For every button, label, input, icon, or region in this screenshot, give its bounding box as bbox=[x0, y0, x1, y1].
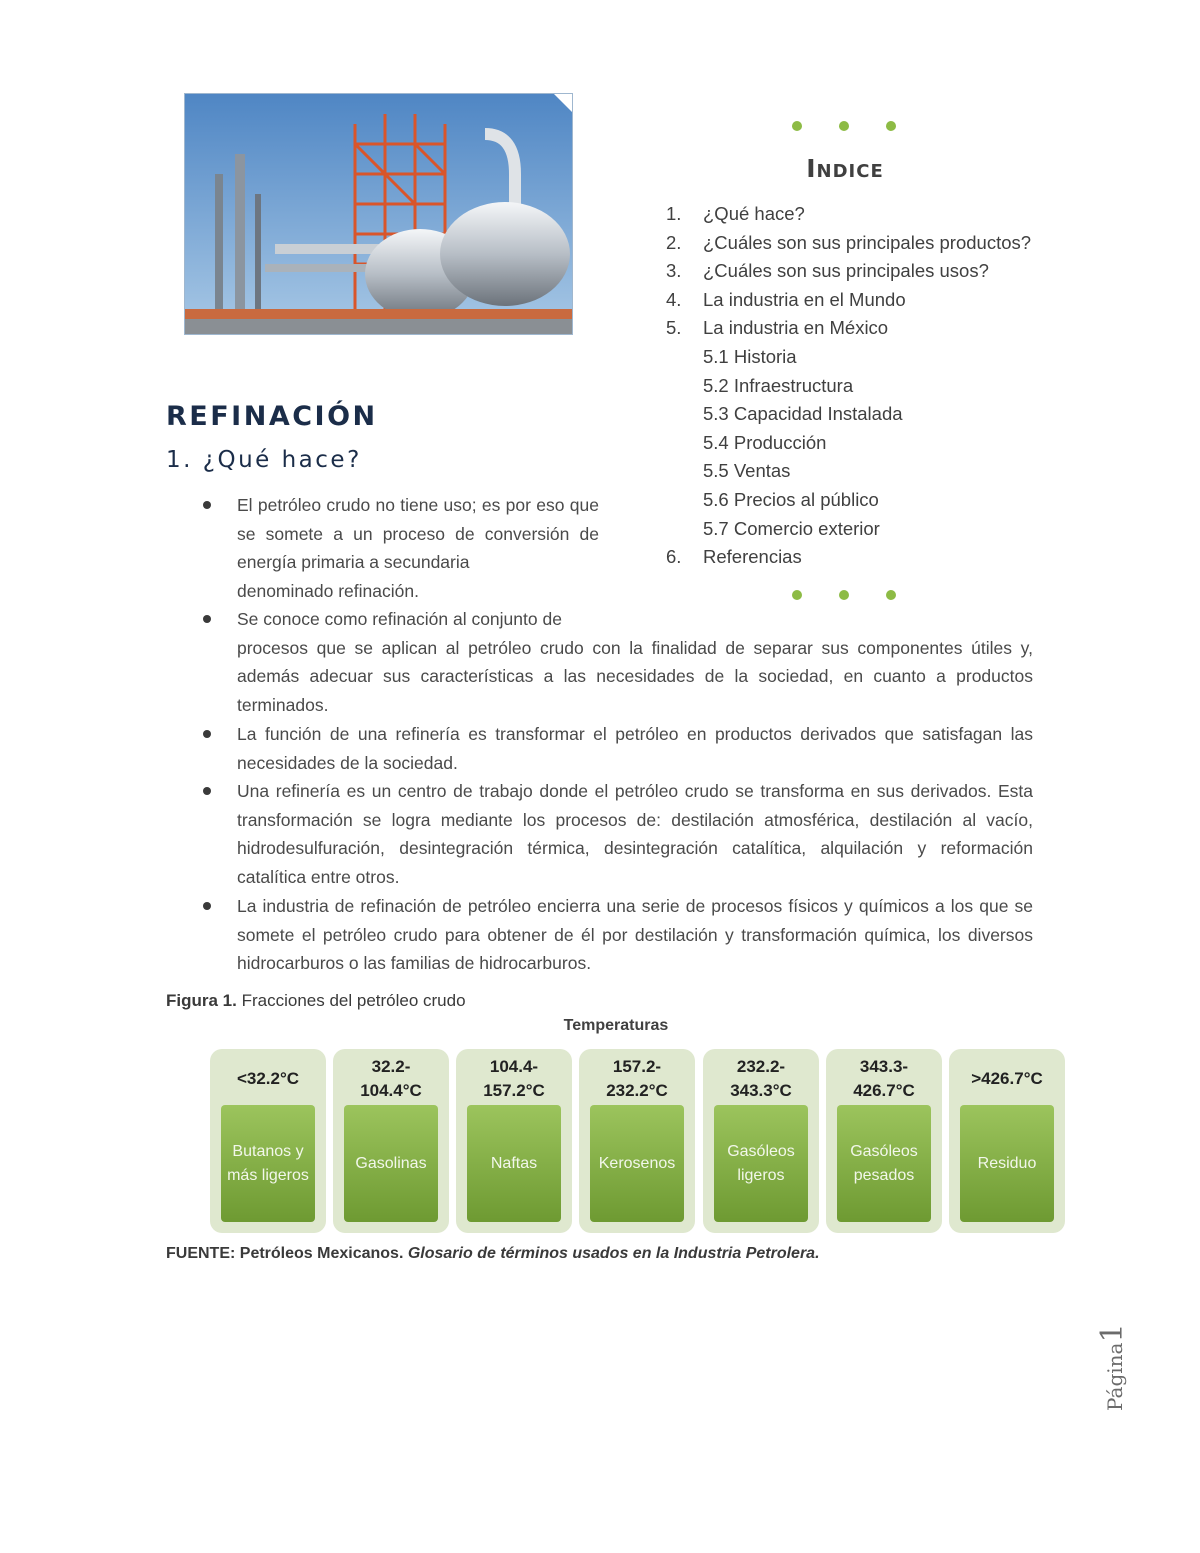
index-subitem[interactable]: 5.6 Precios al público bbox=[703, 488, 879, 510]
bullet-dot bbox=[203, 615, 211, 623]
fraction-temperature: 104.4- 157.2°C bbox=[483, 1057, 545, 1100]
fraction-card bbox=[333, 1049, 449, 1233]
fraction-card bbox=[703, 1049, 819, 1233]
index-list bbox=[666, 200, 1031, 572]
fraction-card bbox=[949, 1049, 1065, 1233]
bullet-dot bbox=[203, 501, 211, 509]
index-subitem[interactable]: 5.2 Infraestructura bbox=[703, 374, 854, 396]
bullet-item: La función de una refinería es transformar el petróleo en productos derivados que satisfagan las necesidades de la sociedad. bbox=[237, 720, 1033, 777]
bullet-item: Se conoce como refinación al conjunto de procesos que se aplican al petróleo crudo con la finalidad de separar sus componentes útiles y, además adecuar sus características a las necesidades de la sociedad, en cuanto a productos terminados. bbox=[237, 605, 1033, 719]
temperatures-label: Temperaturas bbox=[563, 1017, 669, 1034]
bullet-dot bbox=[203, 787, 211, 795]
index-subitem[interactable]: 5.4 Producción bbox=[703, 431, 827, 453]
bullet-dot bbox=[203, 730, 211, 738]
figure-source: FUENTE: Petróleos Mexicanos. Glosario de términos usados en la Industria Petrolera. bbox=[166, 1245, 820, 1262]
index-item[interactable]: 6. Referencias bbox=[666, 546, 802, 568]
fraction-temperature: >426.7°C bbox=[971, 1069, 1043, 1088]
index-subitem[interactable]: 5.7 Comercio exterior bbox=[703, 517, 880, 539]
bullet-dot bbox=[203, 902, 211, 910]
fraction-product: Gasóleos pesados bbox=[837, 1105, 931, 1222]
index-title: Indice bbox=[806, 154, 884, 183]
fraction-product: Gasolinas bbox=[344, 1105, 438, 1222]
fraction-card bbox=[456, 1049, 572, 1233]
fraction-temperature: 343.3- 426.7°C bbox=[853, 1057, 915, 1100]
fraction-temperature: <32.2°C bbox=[236, 1069, 300, 1088]
fraction-card bbox=[826, 1049, 942, 1233]
index-dots-bottom bbox=[792, 590, 902, 604]
subsection-heading: 1. ¿Qué hace? bbox=[166, 447, 362, 473]
bullet-item: El petróleo crudo no tiene uso; es por eso que se somete a un proceso de conversión de energía primaria a secundaria denominado refinación. bbox=[237, 491, 599, 605]
index-item[interactable]: 1. ¿Qué hace? bbox=[666, 203, 805, 224]
fraction-temperature: 232.2- 343.3°C bbox=[730, 1057, 792, 1100]
fraction-card bbox=[579, 1049, 695, 1233]
fraction-product: Gasóleos ligeros bbox=[714, 1105, 808, 1222]
refinery-photo bbox=[184, 93, 573, 335]
index-subitem[interactable]: 5.3 Capacidad Instalada bbox=[703, 403, 903, 425]
fraction-temperature: 157.2- 232.2°C bbox=[606, 1057, 668, 1100]
figure-caption: Figura 1. Fracciones del petróleo crudo bbox=[166, 991, 466, 1010]
page-fold-corner bbox=[553, 93, 573, 113]
fraction-product: Butanos y más ligeros bbox=[221, 1105, 315, 1222]
bullet-item: La industria de refinación de petróleo encierra una serie de procesos físicos y químicos a los que se somete el petróleo crudo para obtener de él por destilación y transformación química, los diversos hidrocarburos o las familias de hidrocarburos. bbox=[237, 892, 1033, 978]
fraction-product: Residuo bbox=[960, 1105, 1054, 1222]
fraction-product: Kerosenos bbox=[590, 1105, 684, 1222]
bullet-item: Una refinería es un centro de trabajo donde el petróleo crudo se transforma en sus derivados. Esta transformación se logra mediante los procesos de: destilación atmosférica, destilación al vacío, hidrodesulfuración, desintegración térmica, desintegración catalítica, alquilación y reformación catalítica entre otros. bbox=[237, 777, 1033, 891]
index-item[interactable]: 4. La industria en el Mundo bbox=[666, 288, 906, 310]
fraction-card bbox=[210, 1049, 326, 1233]
section-heading: REFINACIÓN bbox=[166, 401, 378, 432]
page-number: Página1 bbox=[1095, 1323, 1130, 1411]
fraction-product: Naftas bbox=[467, 1105, 561, 1222]
index-item[interactable]: 2. ¿Cuáles son sus principales productos? bbox=[666, 231, 1032, 253]
index-dots-top bbox=[792, 121, 902, 135]
index-item[interactable]: 3. ¿Cuáles son sus principales usos? bbox=[666, 260, 989, 282]
fraction-temperature: 32.2- 104.4°C bbox=[360, 1057, 422, 1100]
index-subitem[interactable]: 5.5 Ventas bbox=[703, 460, 791, 482]
index-item[interactable]: 5. La industria en México bbox=[666, 317, 889, 339]
index-subitem[interactable]: 5.1 Historia bbox=[703, 345, 797, 367]
